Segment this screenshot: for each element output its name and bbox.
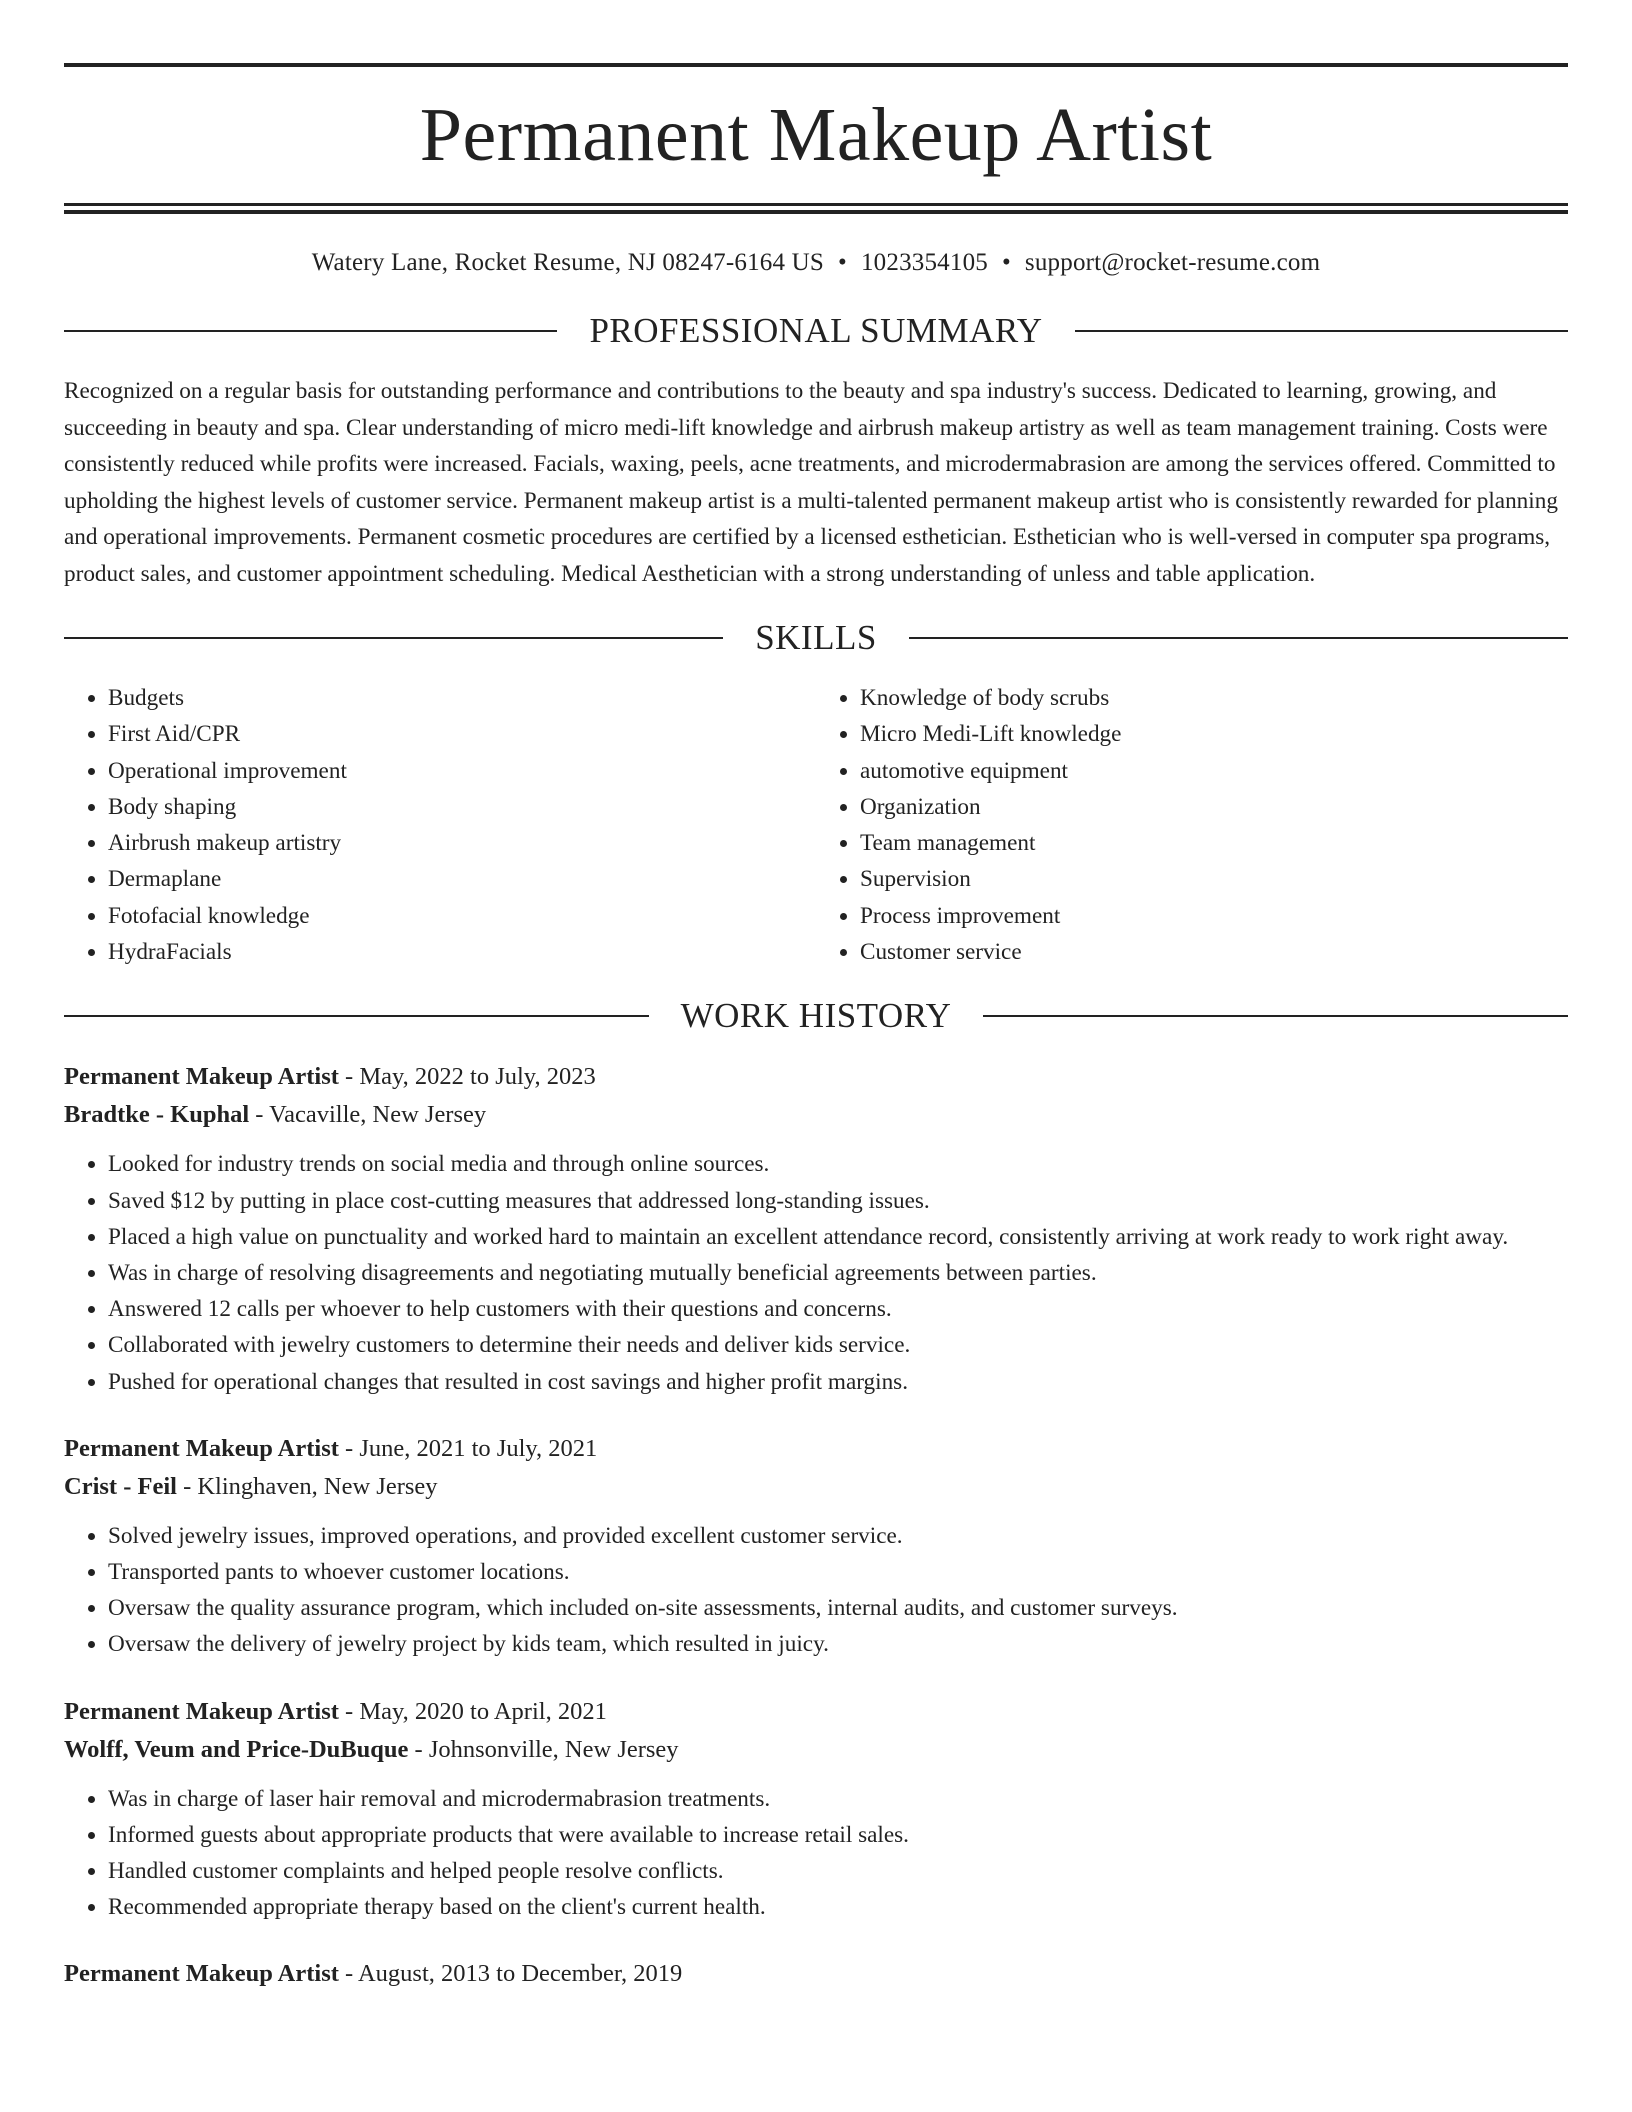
job-dates: - May, 2022 to July, 2023 [338,1063,596,1091]
job-title: Permanent Makeup Artist [64,1063,339,1091]
summary-heading [64,311,1568,351]
heading-rule-right [909,637,1568,639]
job-bullet: • Answered 12 calls per whoever to help customers with their questions and concerns. [108,1291,1568,1327]
job-bullet: • Collaborated with jewelry customers to determine their needs and deliver kids service. [108,1327,1568,1363]
resume-title: Permanent Makeup Artist [419,93,1213,177]
heading-rule-left [64,1015,649,1017]
title-double-rule [64,203,1568,214]
job-entry [64,1693,1568,1926]
job-company: Crist - Feil [64,1472,177,1500]
skill-item: • Knowledge of body scrubs [860,680,1568,716]
skill-item: • Team management [860,825,1568,861]
contact-email[interactable]: support@rocket-resume.com [1024,249,1321,276]
job-bullet: • Looked for industry trends on social media and through online sources. [108,1146,1568,1182]
job-bullet: • Transported pants to whoever customer locations. [108,1554,1568,1590]
job-dates: - June, 2021 to July, 2021 [338,1434,598,1462]
work-history-list [64,1058,1568,1993]
contact-separator: • [1001,249,1011,276]
job-company: Wolff, Veum and Price-DuBuque [64,1735,409,1763]
job-location: - Vacaville, New Jersey [249,1101,487,1129]
job-entry [64,1058,1568,1399]
skills-list-right [816,680,1568,970]
job-title: Permanent Makeup Artist [64,1960,339,1988]
job-entry [64,1430,1568,1663]
skill-item: • Airbrush makeup artistry [108,825,816,861]
job-bullets [64,1518,1568,1663]
contact-line [64,248,1568,278]
job-title-line [64,1430,1568,1468]
skill-item: • Process improvement [860,898,1568,934]
skill-item: • Operational improvement [108,753,816,789]
job-bullet: • Placed a high value on punctuality and worked hard to maintain an excellent attendance record, consistently arriving at work ready to work right away. [108,1219,1568,1255]
resume-page [64,0,1568,1993]
job-bullet: • Handled customer complaints and helped people resolve conflicts. [108,1853,1568,1889]
skill-item: • Customer service [860,934,1568,970]
contact-address: Watery Lane, Rocket Resume, NJ 08247-6164 US [311,249,825,276]
summary-text: Recognized on a regular basis for outstanding performance and contributions to the beauty and spa industry's success. Dedicated to learning, growing, and succeeding in beauty and spa. Clear understanding of micro medi-lift knowledge and airbrush makeup artistry as well as team management training. Costs were consistently reduced while profits were increased. Facials, waxing, peels, acne treatments, and microdermabrasion are among the services offered. Committed to upholding the highest levels of customer service. Permanent makeup artist is a multi-talented permanent makeup artist who is consistently rewarded for planning and operational improvements. Permanent cosmetic procedures are certified by a licensed esthetician. Esthetician who is well-versed in computer spa programs, product sales, and customer appointment scheduling. Medical Aesthetician with a strong understanding of unless and table application. [64,378,1558,587]
job-bullet: • Recommended appropriate therapy based on the client's current health. [108,1889,1568,1925]
job-bullet: • Was in charge of resolving disagreements and negotiating mutually beneficial agreements between parties. [108,1255,1568,1291]
job-bullet: • Oversaw the delivery of jewelry project by kids team, which resulted in juicy. [108,1626,1568,1662]
job-dates: - May, 2020 to April, 2021 [338,1697,607,1725]
job-bullet: • Solved jewelry issues, improved operations, and provided excellent customer service. [108,1518,1568,1554]
skill-item: • Micro Medi-Lift knowledge [860,716,1568,752]
heading-rule-left [64,637,723,639]
skill-item: • First Aid/CPR [108,716,816,752]
skill-item: • HydraFacials [108,934,816,970]
heading-rule-left [64,330,557,332]
contact-separator: • [838,249,847,276]
work-heading-label: WORK HISTORY [680,996,952,1036]
job-title: Permanent Makeup Artist [64,1434,339,1462]
skill-item: • Fotofacial knowledge [108,898,816,934]
job-title-line [64,1955,1568,1993]
job-company: Bradtke - Kuphal [64,1101,250,1129]
skills-columns [64,680,1568,970]
skill-item: • automotive equipment [860,753,1568,789]
skills-heading-label: SKILLS [755,618,877,657]
job-bullet: • Informed guests about appropriate products that were available to increase retail sales. [108,1817,1568,1853]
job-bullet: • Saved $12 by putting in place cost-cutting measures that addressed long-standing issues. [108,1183,1568,1219]
job-company-line [64,1468,1568,1506]
skill-item: • Supervision [860,861,1568,897]
job-entry [64,1955,1568,1993]
job-title: Permanent Makeup Artist [64,1697,339,1725]
skill-item: • Organization [860,789,1568,825]
job-location: - Klinghaven, New Jersey [176,1472,438,1500]
skills-list-left [64,680,816,970]
job-bullets [64,1781,1568,1926]
summary-heading-label: PROFESSIONAL SUMMARY [589,311,1043,350]
heading-rule-right [1075,330,1568,332]
skill-item: • Dermaplane [108,861,816,897]
contact-phone: 1023354105 [860,249,988,276]
job-bullet: • Oversaw the quality assurance program, which included on-site assessments, internal audits, and customer surveys. [108,1590,1568,1626]
job-company-line [64,1096,1568,1134]
job-title-line [64,1693,1568,1731]
job-bullet: • Was in charge of laser hair removal and microdermabrasion treatments. [108,1781,1568,1817]
skills-heading [64,618,1568,658]
job-location: - Johnsonville, New Jersey [408,1735,679,1763]
job-bullets [64,1146,1568,1399]
job-dates: - August, 2013 to December, 2019 [338,1960,683,1988]
job-company-line [64,1731,1568,1769]
skill-item: • Budgets [108,680,816,716]
top-rule [64,63,1568,67]
job-bullet: • Pushed for operational changes that resulted in cost savings and higher profit margins. [108,1364,1568,1400]
heading-rule-right [983,1015,1568,1017]
job-title-line [64,1058,1568,1096]
skill-item: • Body shaping [108,789,816,825]
work-heading [64,996,1568,1036]
